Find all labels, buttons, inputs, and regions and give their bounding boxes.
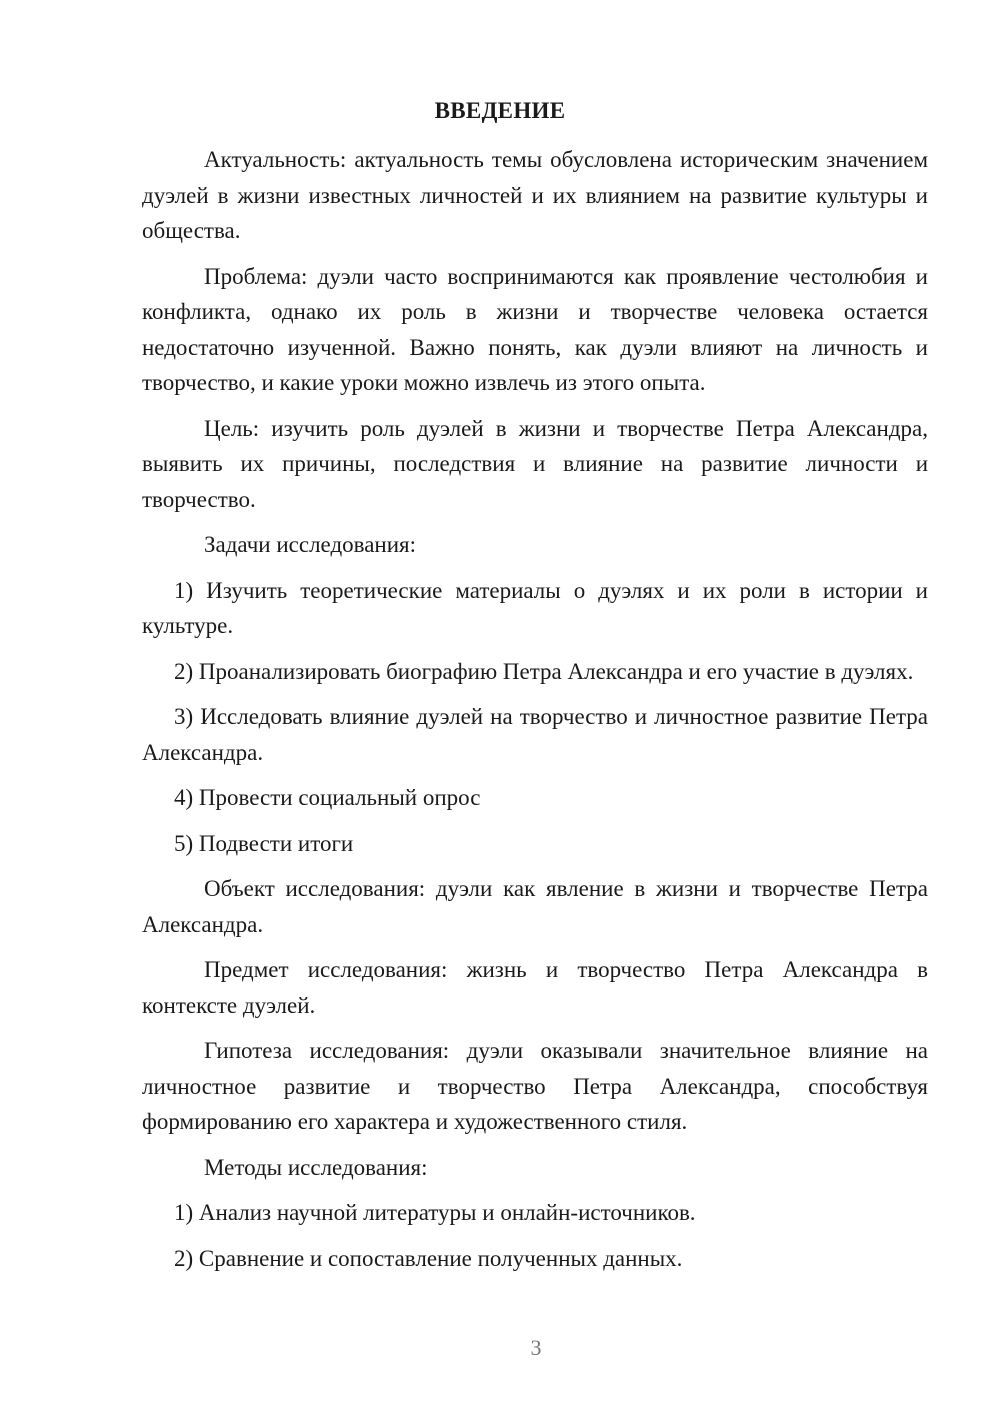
- goal-paragraph: Цель: изучить роль дуэлей в жизни и творчестве Петра Александра, выявить их причины, последствия и влияние на развитие личности и творчество.: [142, 415, 928, 512]
- subject-paragraph: Предмет исследования: жизнь и творчество Петра Александра в контексте дуэлей.: [142, 957, 928, 1018]
- task-item: 3) Исследовать влияние дуэлей на творчество и личностное развитие Петра Александра.: [142, 704, 928, 765]
- page-title: ВВЕДЕНИЕ: [434, 98, 566, 123]
- methods-heading: Методы исследования:: [204, 1154, 428, 1180]
- task-item: 4) Провести социальный опрос: [174, 785, 481, 810]
- task-item: 5) Подвести итоги: [174, 830, 354, 856]
- object-paragraph: Объект исследования: дуэли как явление в жизни и творчестве Петра Александра.: [142, 876, 928, 937]
- page-number: 3: [530, 1335, 542, 1360]
- document-body: [142, 142, 928, 1286]
- relevance-paragraph: Актуальность: актуальность темы обусловлена историческим значением дуэлей в жизни известных личностей и их влиянием на развитие культуры и общества.: [142, 147, 928, 243]
- hypothesis-paragraph: Гипотеза исследования: дуэли оказывали значительное влияние на личностное развитие и творчество Петра Александра, способствуя формированию его характера и художественного стиля.: [142, 1038, 928, 1134]
- task-item: 1) Изучить теоретические материалы о дуэлях и их роли в истории и культуре.: [142, 577, 928, 638]
- method-item: 2) Сравнение и сопоставление полученных данных.: [174, 1245, 683, 1271]
- method-item: 1) Анализ научной литературы и онлайн-источников.: [174, 1200, 696, 1225]
- tasks-heading: Задачи исследования:: [204, 532, 417, 557]
- task-item: 2) Проанализировать биографию Петра Александра и его участие в дуэлях.: [174, 658, 914, 684]
- problem-paragraph: Проблема: дуэли часто воспринимаются как проявление честолюбия и конфликта, однако их роль в жизни и творчестве человека остается недостаточно изученной. Важно понять, как дуэли влияют на личность и творчество, и какие уроки можно извлечь из этого опыта.: [142, 263, 928, 395]
